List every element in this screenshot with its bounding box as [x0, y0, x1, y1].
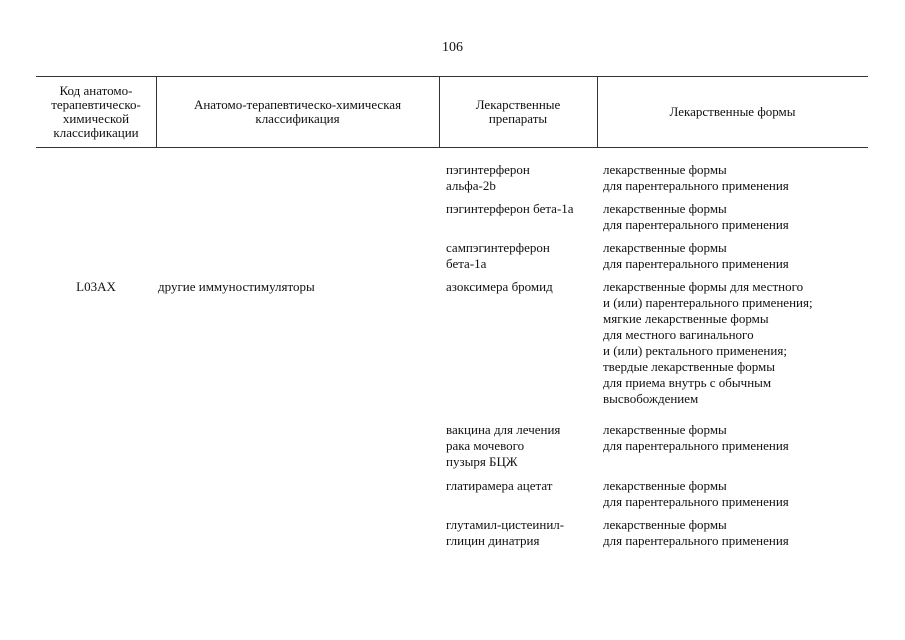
drug-form: лекарственные формы для парентерального применения	[603, 422, 789, 453]
drug-form: лекарственные формы для парентерального применения	[603, 162, 789, 193]
drug-form: лекарственные формы для парентерального применения	[603, 517, 789, 548]
drug-name: глутамил-цистеинил- глицин динатрия	[446, 517, 565, 548]
drug-name: пэгинтерферон бета-1a	[446, 201, 574, 216]
drug-form: лекарственные формы для парентерального применения	[603, 240, 789, 271]
drug-classification-table	[36, 76, 868, 148]
table-header	[36, 76, 868, 148]
header-code	[36, 77, 156, 147]
drug-name: глатирамера ацетат	[446, 478, 553, 493]
drug-form: лекарственные формы для парентерального применения	[603, 478, 789, 509]
drug-name: азоксимера бромид	[446, 279, 553, 294]
group-code: L03AX	[76, 279, 116, 294]
header-classification-label: Анатомо-терапевтическо-химическая классификация	[193, 97, 402, 126]
header-drugs-label: Лекарственные препараты	[475, 97, 561, 126]
header-code-label: Код анатомо- терапевтическо- химической классификации	[51, 83, 141, 140]
drug-name: сампэгинтерферон бета-1a	[446, 240, 550, 271]
drug-form: лекарственные формы для парентерального применения	[603, 201, 789, 232]
drug-name: вакцина для лечения рака мочевого пузыря БЦЖ	[446, 422, 561, 469]
header-forms	[597, 77, 868, 147]
drug-name: пэгинтерферон альфа-2b	[446, 162, 530, 193]
header-classification	[156, 77, 439, 147]
group-name: другие иммуностимуляторы	[158, 279, 315, 294]
page-number: 106	[442, 40, 463, 55]
drug-form: лекарственные формы для местного и (или) парентерального применения; мягкие лекарственные формы для местного вагинального и (или) ректального применения; твердые лекарственные формы для приема внутрь с обычным высвобождением	[603, 279, 813, 406]
header-forms-label: Лекарственные формы	[669, 104, 796, 119]
header-drugs	[439, 77, 597, 147]
